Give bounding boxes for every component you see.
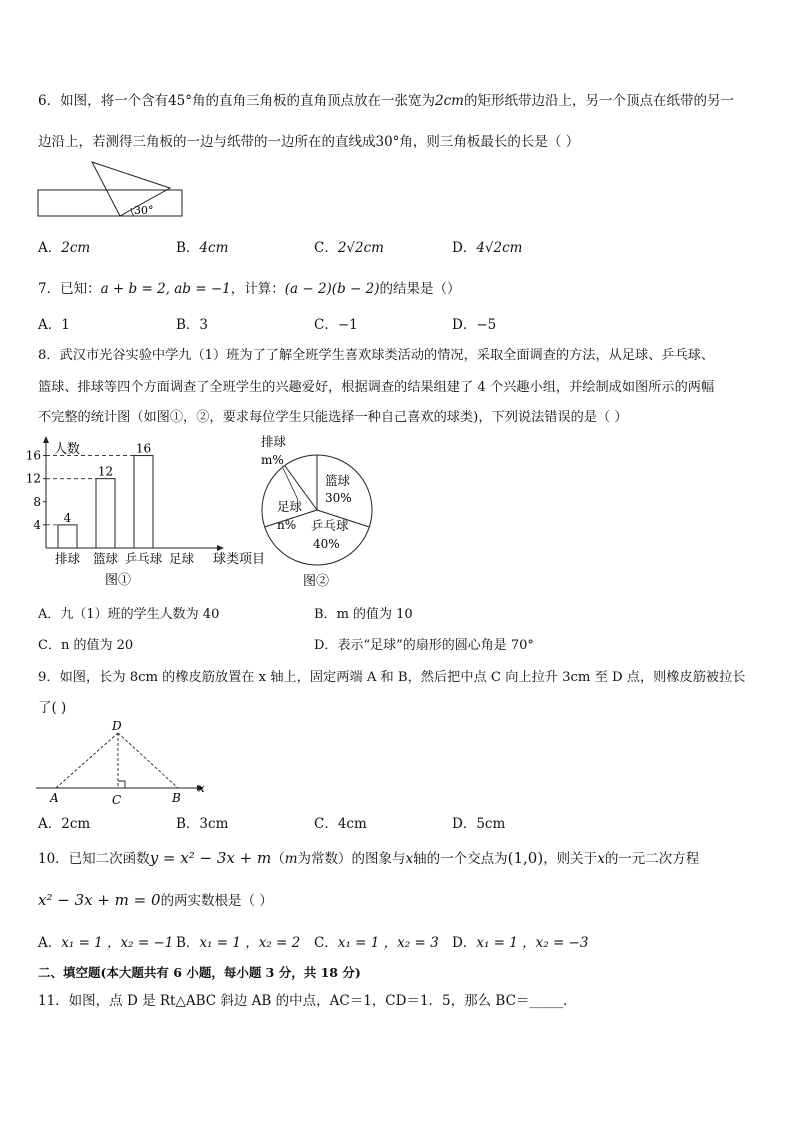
pie-label-pingpong: 乒乓球 bbox=[311, 518, 349, 533]
y-tick-label: 16 bbox=[25, 448, 41, 463]
bar-category-label: 乒乓球 bbox=[124, 551, 163, 566]
q7-expression: (a − 2)(b − 2) bbox=[284, 281, 380, 297]
q10-option-a[interactable]: A．x₁ = 1 ，x₂ = −1 bbox=[38, 935, 174, 951]
q7-option-a[interactable]: A．1 bbox=[38, 317, 70, 333]
pie-value-pingpong: 40% bbox=[313, 537, 340, 551]
q8-line1: 8．武汉市光谷实验中学九（1）班为了了解全班学生喜欢球类活动的情况，采取全面调查的方法，从足球、乒乓球、 bbox=[38, 348, 715, 363]
pie-label-volleyball: 排球 bbox=[261, 434, 287, 449]
q9-option-b[interactable]: B．3cm bbox=[176, 816, 229, 832]
q8-option-c[interactable]: C．n 的值为 20 bbox=[38, 638, 134, 653]
bar-0 bbox=[58, 525, 77, 548]
bar-value-label: 16 bbox=[135, 441, 152, 456]
x-axis-arrow-icon bbox=[217, 545, 224, 551]
pie-value-volleyball: m% bbox=[261, 453, 284, 467]
bar-chart-x-label: 球类项目 bbox=[213, 552, 266, 567]
segment-ad bbox=[56, 733, 118, 788]
q9-option-a[interactable]: A．2cm bbox=[38, 816, 91, 832]
q6-option-d[interactable]: D．4√2cm bbox=[452, 240, 523, 256]
q6-line1: 6．如图，将一个含有45°角的直角三角板的直角顶点放在一张宽为2cm的矩形纸带边沿上，另一个顶点在纸带的另一 bbox=[38, 93, 734, 109]
q6-option-c[interactable]: C．2√2cm bbox=[314, 240, 384, 256]
q8-line2: 篮球、排球等四个方面调查了全班学生的兴趣爱好，根据调查的结果组建了 4 个兴趣小组，并绘制成如图所示的两幅 bbox=[38, 380, 715, 395]
q9-label-a: A bbox=[50, 791, 59, 805]
q8-option-d[interactable]: D．表示“足球”的扇形的圆心角是 70° bbox=[314, 638, 534, 653]
q11-text: 11．如图，点 D 是 Rt△ABC 斜边 AB 的中点，AC＝1，CD＝1．5，那么 BC＝_____． bbox=[38, 993, 577, 1009]
q7-option-b[interactable]: B．3 bbox=[176, 317, 209, 333]
q9-label-c: C bbox=[112, 793, 122, 807]
q9-option-d[interactable]: D．5cm bbox=[452, 816, 506, 832]
bar-1 bbox=[96, 479, 115, 548]
right-angle-mark-icon bbox=[118, 781, 125, 788]
q9-label-d: D bbox=[112, 719, 122, 733]
bar-value-label: 12 bbox=[97, 464, 114, 479]
bar-chart-ticks bbox=[26, 449, 46, 532]
bar-category-label: 篮球 bbox=[92, 551, 119, 566]
q6-width-value: 2cm bbox=[435, 93, 464, 109]
section2-title: 二、填空题(本大题共有 6 小题，每小题 3 分，共 18 分) bbox=[38, 965, 361, 980]
segment-db bbox=[118, 733, 178, 788]
bar-category-label: 足球 bbox=[168, 551, 195, 566]
q7-line: 7．已知：a + b = 2, ab = −1，计算：(a − 2)(b − 2)的结果是（） bbox=[38, 281, 461, 297]
bar-chart-bars bbox=[46, 442, 194, 566]
pie-chart bbox=[255, 432, 385, 592]
triangle-ruler bbox=[92, 162, 170, 216]
y-axis-arrow-icon bbox=[43, 436, 49, 443]
q9-line1: 9．如图，长为 8cm 的橡皮筋放置在 x 轴上，固定两端 A 和 B，然后把中点 C 向上拉升 3cm 至 D 点，则橡皮筋被拉长 bbox=[38, 670, 746, 685]
pie-value-basketball: 30% bbox=[325, 491, 352, 505]
bar-chart-title: 图① bbox=[105, 573, 132, 588]
q6-option-a[interactable]: A．2cm bbox=[38, 240, 91, 256]
q10-option-d[interactable]: D．x₁ = 1 ，x₂ = −3 bbox=[452, 935, 589, 951]
q10-option-b[interactable]: B．x₁ = 1 ，x₂ = 2 bbox=[176, 935, 301, 951]
q6-figure bbox=[36, 158, 186, 222]
q8-option-a[interactable]: A．九（1）班的学生人数为 40 bbox=[38, 607, 220, 622]
q8-option-b[interactable]: B．m 的值为 10 bbox=[314, 607, 413, 622]
q9-figure bbox=[34, 718, 214, 810]
bar-value-label: 4 bbox=[63, 510, 72, 525]
y-tick-label: 4 bbox=[33, 517, 41, 532]
q6-option-b[interactable]: B．4cm bbox=[176, 240, 229, 256]
pie-value-football: n% bbox=[277, 518, 297, 532]
bar-chart-y-label: 人数 bbox=[54, 442, 81, 457]
q10-equation: x² − 3x + m = 0 bbox=[38, 891, 161, 909]
q10-line1: 10．已知二次函数y = x² − 3x + m（m为常数）的图象与x轴的一个交点为(1,0)，则关于x的一元二次方程 bbox=[38, 849, 700, 867]
q9-label-b: B bbox=[172, 791, 181, 805]
q10-function: y = x² − 3x + m bbox=[149, 849, 272, 867]
y-tick-label: 12 bbox=[25, 471, 41, 486]
q7-option-d[interactable]: D．−5 bbox=[452, 317, 497, 333]
pie-label-basketball: 篮球 bbox=[325, 473, 351, 488]
bar-chart bbox=[25, 434, 275, 594]
bar-category-label: 排球 bbox=[54, 551, 81, 566]
q9-option-c[interactable]: C．4cm bbox=[314, 816, 367, 832]
q10-line2: x² − 3x + m = 0的两实数根是（ ） bbox=[38, 891, 273, 909]
q9-line2: 了( ) bbox=[38, 700, 67, 716]
q7-option-c[interactable]: C．−1 bbox=[314, 317, 358, 333]
q10-option-c[interactable]: C．x₁ = 1 ，x₂ = 3 bbox=[314, 935, 439, 951]
q8-line3: 不完整的统计图（如图①，②，要求每位学生只能选择一种自己喜欢的球类)，下列说法错误的是（ ） bbox=[38, 410, 628, 425]
bar-2 bbox=[134, 456, 153, 548]
y-tick-label: 8 bbox=[33, 494, 41, 509]
pie-label-football: 足球 bbox=[277, 499, 303, 514]
q6-angle-label: 30° bbox=[134, 204, 154, 217]
q6-line2: 边沿上，若测得三角板的一边与纸带的一边所在的直线成30°角，则三角板最长的长是（ ） bbox=[38, 134, 580, 150]
q10-point: (1,0) bbox=[507, 849, 544, 867]
q7-given: a + b = 2, ab = −1 bbox=[100, 281, 231, 297]
q9-label-x: x bbox=[198, 781, 205, 795]
pie-chart-title: 图② bbox=[303, 574, 330, 589]
